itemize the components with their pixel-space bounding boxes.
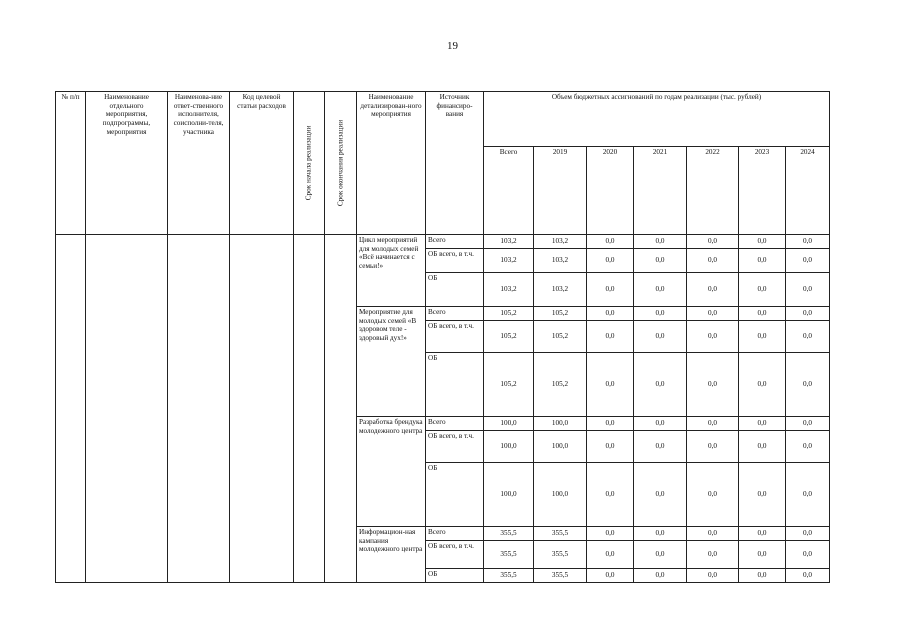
header-volume: Объем бюджетных ассигнований по годам реализации (тыс. рублей) xyxy=(484,92,830,147)
name-cell xyxy=(86,235,168,583)
value-cell: 0,0 xyxy=(786,527,830,541)
value-cell: 0,0 xyxy=(739,273,786,307)
value-cell: 103,2 xyxy=(534,235,587,249)
header-year-2023: 2023 xyxy=(739,147,786,235)
source-cell: ОБ всего, в т.ч. xyxy=(426,249,484,273)
header-year-total: Всего xyxy=(484,147,534,235)
value-cell: 0,0 xyxy=(739,527,786,541)
source-cell: ОБ всего, в т.ч. xyxy=(426,431,484,463)
value-cell: 0,0 xyxy=(739,321,786,353)
value-cell: 355,5 xyxy=(534,569,587,583)
value-cell: 0,0 xyxy=(687,235,739,249)
source-cell: ОБ всего, в т.ч. xyxy=(426,321,484,353)
header-code: Код целевой статьи расходов xyxy=(230,92,294,235)
value-cell: 0,0 xyxy=(739,417,786,431)
event-name: Информацион-ная кампания молодежного центра xyxy=(357,527,426,583)
value-cell: 0,0 xyxy=(634,527,687,541)
value-cell: 0,0 xyxy=(739,541,786,569)
value-cell: 0,0 xyxy=(786,321,830,353)
value-cell: 0,0 xyxy=(687,249,739,273)
value-cell: 0,0 xyxy=(687,273,739,307)
event-name: Цикл мероприятий для молодых семей «Всё начинается с семьи!» xyxy=(357,235,426,307)
header-year-2021: 2021 xyxy=(634,147,687,235)
value-cell: 103,2 xyxy=(534,249,587,273)
value-cell: 0,0 xyxy=(739,307,786,321)
value-cell: 0,0 xyxy=(634,235,687,249)
header-year-2024: 2024 xyxy=(786,147,830,235)
value-cell: 0,0 xyxy=(786,569,830,583)
header-end: Срок окончания реализации xyxy=(325,92,357,235)
header-num: № п/п xyxy=(56,92,86,235)
source-cell: Всего xyxy=(426,527,484,541)
value-cell: 0,0 xyxy=(786,307,830,321)
value-cell: 103,2 xyxy=(484,235,534,249)
value-cell: 355,5 xyxy=(484,541,534,569)
value-cell: 0,0 xyxy=(587,463,634,527)
num-cell xyxy=(56,235,86,583)
value-cell: 0,0 xyxy=(687,569,739,583)
header-executor: Наименова-ние ответ-ственного исполнителя, соисполни-теля, участника xyxy=(168,92,230,235)
value-cell: 0,0 xyxy=(786,249,830,273)
value-cell: 0,0 xyxy=(786,417,830,431)
value-cell: 100,0 xyxy=(534,417,587,431)
header-detail: Наименование детализирован-ного мероприятия xyxy=(357,92,426,235)
event-name: Мероприятие для молодых семей «В здоровом теле - здоровый дух!» xyxy=(357,307,426,417)
value-cell: 0,0 xyxy=(587,353,634,417)
value-cell: 0,0 xyxy=(739,249,786,273)
budget-table xyxy=(55,91,830,583)
value-cell: 0,0 xyxy=(786,463,830,527)
source-cell: Всего xyxy=(426,307,484,321)
value-cell: 0,0 xyxy=(587,541,634,569)
code-cell xyxy=(230,235,294,583)
value-cell: 0,0 xyxy=(587,417,634,431)
value-cell: 100,0 xyxy=(534,431,587,463)
value-cell: 100,0 xyxy=(484,431,534,463)
value-cell: 0,0 xyxy=(587,273,634,307)
value-cell: 105,2 xyxy=(534,321,587,353)
value-cell: 0,0 xyxy=(634,463,687,527)
value-cell: 0,0 xyxy=(739,353,786,417)
value-cell: 100,0 xyxy=(484,417,534,431)
value-cell: 0,0 xyxy=(587,249,634,273)
table-body xyxy=(56,235,830,583)
value-cell: 0,0 xyxy=(587,307,634,321)
value-cell: 105,2 xyxy=(484,353,534,417)
source-cell: ОБ xyxy=(426,273,484,307)
value-cell: 0,0 xyxy=(687,431,739,463)
end-cell xyxy=(325,235,357,583)
value-cell: 100,0 xyxy=(484,463,534,527)
header-year-2022: 2022 xyxy=(687,147,739,235)
source-cell: Всего xyxy=(426,235,484,249)
value-cell: 0,0 xyxy=(739,569,786,583)
value-cell: 0,0 xyxy=(634,431,687,463)
source-cell: ОБ xyxy=(426,463,484,527)
value-cell: 0,0 xyxy=(786,541,830,569)
value-cell: 103,2 xyxy=(484,249,534,273)
value-cell: 0,0 xyxy=(687,307,739,321)
event-name: Разработка брендука молодежного центра xyxy=(357,417,426,527)
value-cell: 105,2 xyxy=(484,321,534,353)
value-cell: 0,0 xyxy=(634,417,687,431)
table-row xyxy=(56,235,830,249)
value-cell: 0,0 xyxy=(739,463,786,527)
source-cell: ОБ всего, в т.ч. xyxy=(426,541,484,569)
value-cell: 0,0 xyxy=(687,353,739,417)
value-cell: 355,5 xyxy=(534,541,587,569)
value-cell: 103,2 xyxy=(484,273,534,307)
value-cell: 355,5 xyxy=(484,527,534,541)
header-year-2019: 2019 xyxy=(534,147,587,235)
value-cell: 0,0 xyxy=(786,273,830,307)
value-cell: 0,0 xyxy=(786,431,830,463)
value-cell: 0,0 xyxy=(687,541,739,569)
value-cell: 0,0 xyxy=(786,235,830,249)
value-cell: 0,0 xyxy=(634,321,687,353)
start-cell xyxy=(294,235,325,583)
value-cell: 105,2 xyxy=(534,307,587,321)
value-cell: 0,0 xyxy=(687,321,739,353)
value-cell: 0,0 xyxy=(739,235,786,249)
value-cell: 0,0 xyxy=(687,527,739,541)
value-cell: 0,0 xyxy=(587,569,634,583)
page-number: 19 xyxy=(447,40,458,52)
value-cell: 0,0 xyxy=(634,273,687,307)
executor-cell xyxy=(168,235,230,583)
value-cell: 0,0 xyxy=(786,353,830,417)
value-cell: 0,0 xyxy=(587,527,634,541)
source-cell: ОБ xyxy=(426,353,484,417)
value-cell: 0,0 xyxy=(634,249,687,273)
value-cell: 0,0 xyxy=(634,541,687,569)
value-cell: 0,0 xyxy=(634,307,687,321)
value-cell: 100,0 xyxy=(534,463,587,527)
value-cell: 105,2 xyxy=(484,307,534,321)
value-cell: 0,0 xyxy=(739,431,786,463)
value-cell: 0,0 xyxy=(587,321,634,353)
source-cell: ОБ xyxy=(426,569,484,583)
header-name: Наименование отдельного мероприятия, подпрограммы, мероприятия xyxy=(86,92,168,235)
value-cell: 0,0 xyxy=(634,569,687,583)
value-cell: 355,5 xyxy=(484,569,534,583)
value-cell: 0,0 xyxy=(687,463,739,527)
value-cell: 105,2 xyxy=(534,353,587,417)
value-cell: 0,0 xyxy=(634,353,687,417)
source-cell: Всего xyxy=(426,417,484,431)
value-cell: 0,0 xyxy=(587,235,634,249)
value-cell: 0,0 xyxy=(687,417,739,431)
header-start: Срок начала реализации xyxy=(294,92,325,235)
value-cell: 103,2 xyxy=(534,273,587,307)
header-year-2020: 2020 xyxy=(587,147,634,235)
header-source: Источник финансиро-вания xyxy=(426,92,484,235)
value-cell: 355,5 xyxy=(534,527,587,541)
value-cell: 0,0 xyxy=(587,431,634,463)
